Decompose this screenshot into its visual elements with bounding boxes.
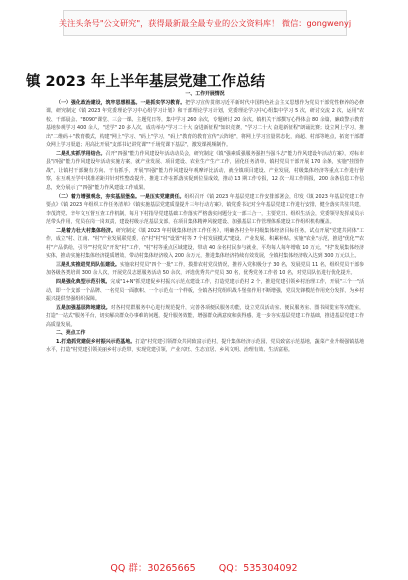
promo-banner-text: 关注头条号"公文研究"，获得最新最全最专业的公文资料库！ 微信：gongwenyj — [58, 17, 352, 28]
paragraph-6-lead: 四是强化典型示范引领。 — [56, 279, 111, 286]
paragraph-1-lead: （一）强化政治建设，筑牢思想根基。一是抓实学习教育。 — [56, 99, 186, 106]
paragraph-6 — [46, 278, 364, 304]
document-body — [46, 90, 364, 355]
paragraph-2-lead: 二是扎实抓学用结合。 — [56, 150, 106, 157]
paragraph-8-body: 打造"村党建引领群众共同致富示范村，提升集体经济示范园，党员致富示范基地，蔬菜产业升级强镇基地水平，打造"村党建引领美丽乡村示范带，实现党建引领，产业兴旺、生态宜居、乡风文明、治理有效、生活富裕。 — [46, 338, 364, 354]
promo-banner — [58, 10, 352, 36]
paragraph-2 — [46, 150, 364, 193]
paragraph-7-body: 对各村党群服务中心进行规范提升，完善各项便民服务功能，设立党员活动室、便民服务室、图书阅览室等功能室，打造"一站式"服务平台，切实解决群众办事难的问题，提升服务效能，增强群众满意度和获得感，进一步夯实基层党建工作基础，推进基层党建工作高质量发展。 — [46, 304, 364, 328]
paragraph-5-lead: 三是扎实推进党员队伍建设。 — [56, 261, 120, 268]
paragraph-4-body: 研究制定《镇 2023 年村级集体经济工作任务》，明确各村全年村级集体经济目标任务。试点开展"党建共同体"工作，成立"村、江南、"村"产业发展联党委，在"村"村"村"设置"村等 7 个村发展模式"建设、产业发展、积累补贴。实施"农业"示范，推进"优化""农村"产品供给，引导""村党员"开发"村"工作，"村"村等重点区域建设，带动 40 余名村民参与就业，平均每人每年增收 10 万元，"村"发展集体经济实体，推动实施村集体经济提质增效，带动村集体经济收入 200 余万元，推进集体经济持续有效发展，全镇村集体经济收入达到 300 万元以上。 — [46, 227, 364, 260]
paragraph-5 — [46, 261, 364, 278]
paragraph-2-body: 召开"四强"能力作风建设年活动动员会，研究制定《镇"强素质强服务强担当强斗志"能力作风建设年活动方案》，对标市县"四强"能力作风建设年活动实施方案，就产业发展、项目建设、农业生产生产工作，固化任务清单，镇村党员干部开展 170 余条，实施"挂图作战"，让镇村干部聚有方向、干有抓手，开展"四强"能力作风建设年观摩评比活动，就全镇项目建设、产业发展，村级集体经济等重点工作进行督察，在互观互学中找准差距并针对性整改提升，推进工作在抓落实促到位显成效，推动 13 期工作专报，12 次一周工作简报，200 余条信息工作信息，充分展示了"四强"能力作风建设工作成果。 — [46, 150, 364, 192]
section-heading-2: 二、亮点工作 — [56, 330, 86, 337]
paragraph-8 — [46, 338, 364, 355]
paragraph-3-lead: （二）着力增强观念，夯实基层堡垒。一是压实党建责任。 — [56, 193, 185, 200]
paragraph-3-body: 组织召开《镇 2023 年基层党建工作安排部署会，印发《镇 2023 年基层党建工作要点》《镇 2023 年组织工作任务清单》《镇实施基层党建质量提升三年行动方案》，镇党委书记对全年基层党建工作进行安排，健全落实共驻共建，李茂湾党、辛年文互督互查工作机制，每月下村指导党建基础工作落实严格落实问题分支一部三合一，主要党日、组织生活会，党委领导发挥成员示范带头作用，党员在岗一岗双责，建设村级示范基层支部，在项目集体精神风貌建设、加强基层工作管理体系建设工作组织机构覆盖。 — [46, 193, 364, 226]
paragraph-7 — [46, 304, 364, 330]
section-heading-1: 一、工作开展情况 — [185, 91, 225, 97]
document-title: 镇 2023 年上半年基层党建工作总结 — [26, 74, 265, 90]
paragraph-1 — [46, 99, 364, 150]
paragraph-4-lead: 二是着力壮大村集体经济。 — [56, 227, 117, 234]
qq-contact-text: QQ：535304092 — [218, 563, 298, 574]
paragraph-6-body: 完成"1+N"抓党建促乡村振兴示范点建设工作，打造党建示范村 2 个，推进党建引领乡村治理工作，开展"三个一"活动，即一个支部一个品牌、一名党员一面旗帜、一个示范点一个样板，全镇各村党组织战斗堡垒作用不断增强，党员先锋模范作用充分发挥，为乡村振兴提供坚强组织保障。 — [46, 279, 364, 303]
paragraph-7-lead: 五是加强基层阵地建设。 — [56, 304, 111, 311]
paragraph-1-body: 把学习宣传贯彻习近平新时代中国特色社会主义思想作为党员干部党性修养的必修课，研究制定《镇 2023 年党委理论学习中心组学习计划》和干部理论学习计划，党委理论学习中心组集中学习 5 次，研讨交流 2 次，运用"农校、干部晨会、"8090"课堂、三会一课、主题党日等，集中学习 260 余次，专题研讨 20 余次。镇机关干部撰写心得体会 80 余篇，廉政警示教育基地参观学习 400 余人，"送学" 20 多人次，成功举办"学习二十大 奋进新征程"知识竞赛，"学习二十大 奋进新征程"朗诵比赛；设立网上学习，推出"二维码＋"教育模式，构建"网上"学习、"码上"学习，"码上"教育的教育宣传"云阵地"，将网上学习宣量常态化，商超、村部等地点，拓宽干部群众网上学习渠道；用高比开展"支部书记讲党课""千场党课下基层"，激发课视频制作。 — [46, 99, 364, 149]
contact-footer — [0, 560, 408, 574]
paragraph-5-body: 实施农村党员"四个一批"工作，摸排农村党员情况，推荐入党积极分子 30 名，发展党员 11 名，组织党员干部参加各级各类培训 300 余人次，开展党员志愿服务活动 50 余次，评选优秀共产党员 30 名，优秀党务工作者 10 名，对党员队伍进行优化提升。 — [46, 261, 364, 277]
qq-group-text: QQ 群：30265665 — [110, 563, 196, 574]
paragraph-3 — [46, 193, 364, 227]
paragraph-4 — [46, 227, 364, 261]
paragraph-8-lead: 1.打造抓党建促乡村振兴示范基地。 — [56, 338, 136, 345]
